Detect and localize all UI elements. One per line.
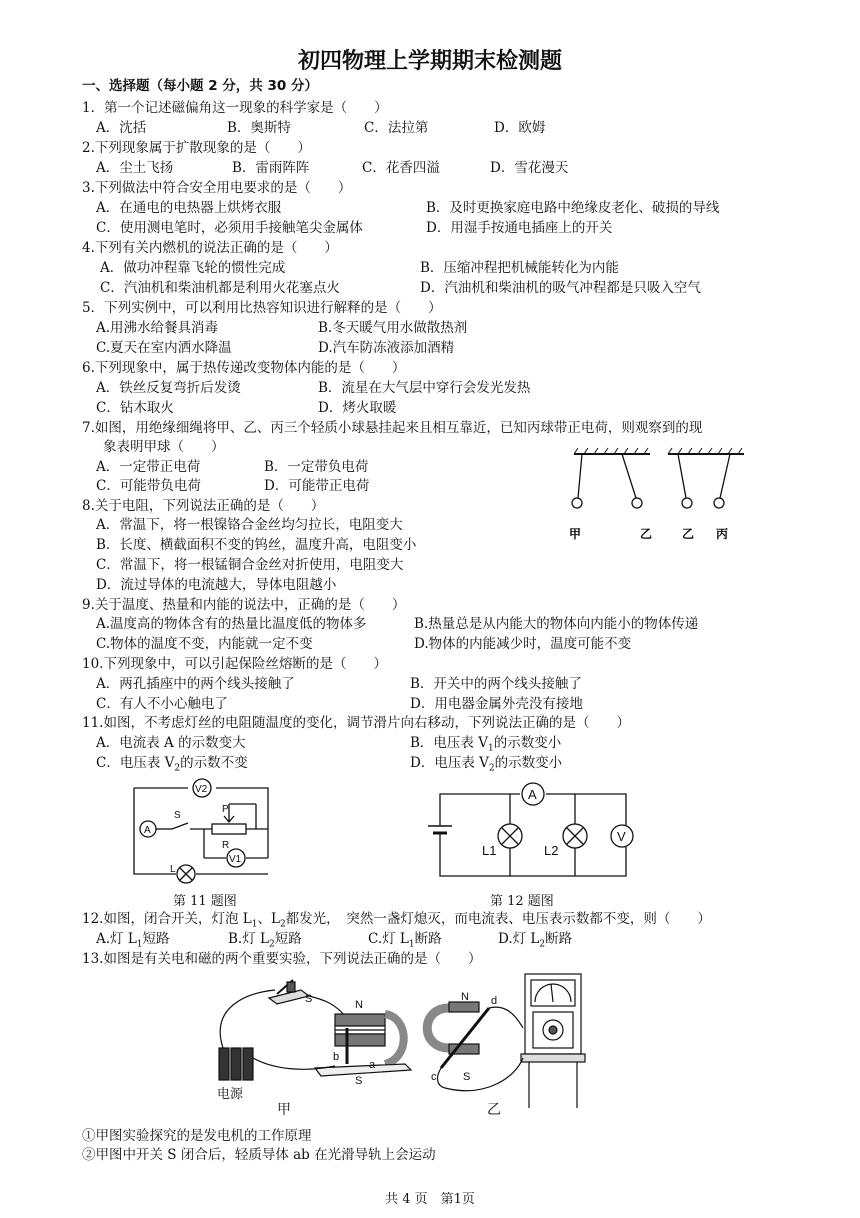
- magnet-s-label-2: S: [463, 1071, 471, 1083]
- q8-option-b: B．长度、横截面积不变的钨丝，温度升高，电阻变小: [96, 537, 417, 553]
- q2-option-d: D．雪花漫天: [490, 160, 569, 176]
- q8-option-d: D．流过导体的电流越大，导体电阻越小: [96, 577, 337, 593]
- page-footer: 共 4 页 第1页: [385, 1192, 475, 1207]
- q11-option-a: A．电流表 A 的示数变大: [96, 735, 246, 751]
- figure-11-circuit: [124, 774, 274, 886]
- statement-1: ①甲图实验探究的是发电机的工作原理: [82, 1128, 312, 1144]
- rod-c-label: c: [431, 1071, 437, 1083]
- q7-option-d: D．可能带正电荷: [264, 478, 370, 494]
- resistor-r-label: R: [222, 840, 230, 851]
- question-1-stem: 1．第一个记述磁偏角这一现象的科学家是（ ）: [82, 100, 388, 116]
- label-bing: 丙: [716, 527, 729, 541]
- ammeter-a-label: A: [144, 825, 151, 836]
- question-5-stem: 5．下列实例中，可以利用比热容知识进行解释的是（ ）: [82, 300, 442, 316]
- q1-option-d: D．欧姆: [494, 120, 546, 136]
- figure-yi-label: 乙: [487, 1101, 501, 1117]
- q7-option-c: C．可能带负电荷: [96, 478, 201, 494]
- q3-option-a: A．在通电的电热器上烘烤衣服: [96, 200, 282, 216]
- question-2-stem: 2.下列现象属于扩散现象的是（ ）: [82, 140, 311, 156]
- q3-option-c: C．使用测电笔时，必须用手接触笔尖金属体: [96, 220, 363, 236]
- magnet-n-label-2: N: [461, 991, 469, 1003]
- magnet-n-label-1: N: [355, 999, 363, 1011]
- slider-p-label: P: [222, 804, 229, 815]
- question-13-stem: 13.如图是有关电和磁的两个重要实验，下列说法正确的是（ ）: [82, 951, 482, 967]
- figure-13-experiments: [205, 968, 605, 1120]
- q12-option-d: D.灯 $L_2$断路: [498, 931, 573, 950]
- lamp-l1-label: L1: [482, 843, 497, 858]
- q1-option-a: A．沈括: [96, 120, 147, 136]
- magnet-s-label-1: S: [355, 1075, 363, 1087]
- q4-option-d: D．汽油机和柴油机的吸气冲程都是只吸入空气: [420, 280, 701, 296]
- voltmeter-v-label: V: [617, 829, 626, 844]
- q8-option-a: A．常温下，将一根镍铬合金丝均匀拉长，电阻变大: [96, 517, 403, 533]
- q2-option-c: C．花香四溢: [362, 160, 440, 176]
- q11-option-d: D．电压表 $V_2$的示数变小: [410, 755, 563, 774]
- question-4-stem: 4.下列有关内燃机的说法正确的是（ ）: [82, 240, 338, 256]
- q11-option-c: C．电压表 $V_2$的示数不变: [96, 755, 248, 774]
- figure-jia-label: 甲: [277, 1101, 291, 1117]
- q11-option-b: B．电压表 $V_1$的示数变小: [410, 735, 562, 754]
- q8-option-c: C．常温下，将一根锰铜合金丝对折使用，电阻变大: [96, 557, 404, 573]
- question-6-stem: 6.下列现象中，属于热传递改变物体内能的是（ ）: [82, 360, 406, 376]
- q1-option-c: C．法拉第: [364, 120, 429, 136]
- q9-option-c: C.物体的温度不变，内能就一定不变: [96, 636, 313, 652]
- q9-option-b: B.热量总是从内能大的物体向内能小的物体传递: [414, 616, 699, 632]
- switch-s-label-13: S: [305, 993, 313, 1005]
- q4-option-a: A．做功冲程靠飞轮的惯性完成: [100, 260, 286, 276]
- question-7-stem-cont: 象表明甲球（ ）: [103, 439, 225, 455]
- q6-option-d: D．烤火取暖: [318, 400, 397, 416]
- q6-option-b: B．流星在大气层中穿行会发光发热: [318, 380, 531, 396]
- figure-11-caption: 第 11 题图: [173, 894, 237, 909]
- question-10-stem: 10.下列现象中，可以引起保险丝熔断的是（ ）: [82, 656, 387, 672]
- figure-12-caption: 第 12 题图: [490, 894, 554, 909]
- label-jia: 甲: [569, 527, 582, 541]
- label-yi-2: 乙: [682, 527, 695, 541]
- figure-12-circuit: [420, 778, 640, 884]
- rod-b-label: b: [333, 1051, 340, 1063]
- power-source-label: 电源: [217, 1086, 244, 1101]
- question-3-stem: 3.下列做法中符合安全用电要求的是（ ）: [82, 180, 352, 196]
- page-title: 初四物理上学期期末检测题: [297, 49, 562, 74]
- question-8-stem: 8.关于电阻，下列说法正确的是（ ）: [82, 498, 325, 514]
- q7-pendulum-figure: [560, 446, 760, 546]
- label-yi-1: 乙: [640, 527, 653, 541]
- question-12-stem: 12.如图，闭合开关，灯泡 $L_1$、$L_2$都发光， 突然一盏灯熄灭，而电流表、电压表示数都不变，则（ ）: [82, 911, 711, 930]
- ammeter-a-label-12: A: [528, 787, 537, 802]
- q6-option-a: A．铁丝反复弯折后发烫: [96, 380, 241, 396]
- q2-option-b: B．雷雨阵阵: [232, 160, 310, 176]
- q4-option-c: C．汽油机和柴油机都是利用火花塞点火: [100, 280, 340, 296]
- rod-a-label: a: [369, 1059, 376, 1071]
- q10-option-a: A．两孔插座中的两个线头接触了: [96, 676, 295, 692]
- v2-meter-label: V2: [195, 784, 208, 795]
- statement-2: ②甲图中开关 S 闭合后，轻质导体 ab 在光滑导轨上会运动: [82, 1147, 436, 1163]
- q5-option-a: A.用沸水给餐具消毒: [96, 320, 219, 336]
- question-11-stem: 11.如图，不考虑灯丝的电阻随温度的变化，调节滑片向右移动，下列说法正确的是（ ）: [82, 715, 630, 731]
- q5-option-b: B.冬天暖气用水做散热剂: [318, 320, 468, 336]
- q3-option-d: D．用湿手按通电插座上的开关: [426, 220, 613, 236]
- q4-option-b: B．压缩冲程把机械能转化为内能: [420, 260, 619, 276]
- q9-option-a: A.温度高的物体含有的热量比温度低的物体多: [96, 616, 367, 632]
- q10-option-d: D．用电器金属外壳没有接地: [410, 696, 583, 712]
- q12-option-b: B.灯 $L_2$短路: [228, 931, 302, 950]
- switch-s-label: S: [174, 810, 181, 821]
- lamp-l2-label: L2: [544, 843, 559, 858]
- question-9-stem: 9.关于温度、热量和内能的说法中，正确的是（ ）: [82, 597, 406, 613]
- q5-option-d: D.汽车防冻液添加酒精: [318, 340, 455, 356]
- question-7-stem: 7.如图，用绝缘细绳将甲、乙、丙三个轻质小球悬挂起来且相互靠近，已知丙球带正电荷，则观察到的现: [82, 420, 703, 436]
- q1-option-b: B．奥斯特: [227, 120, 291, 136]
- q12-option-c: C.灯 $L_1$断路: [368, 931, 442, 950]
- q12-option-a: A.灯 $L_1$短路: [96, 931, 170, 950]
- q6-option-c: C．钻木取火: [96, 400, 174, 416]
- q2-option-a: A．尘土飞扬: [96, 160, 174, 176]
- q10-option-b: B．开关中的两个线头接触了: [410, 676, 582, 692]
- rod-d-label: d: [491, 995, 498, 1007]
- q7-option-a: A．一定带正电荷: [96, 459, 201, 475]
- lamp-l-label: L: [170, 864, 176, 875]
- q10-option-c: C．有人不小心触电了: [96, 696, 228, 712]
- q7-option-b: B．一定带负电荷: [264, 459, 369, 475]
- q9-option-d: D.物体的内能减少时，温度可能不变: [414, 636, 632, 652]
- q3-option-b: B．及时更换家庭电路中绝缘皮老化、破损的导线: [426, 200, 720, 216]
- v1-meter-label: V1: [229, 854, 242, 865]
- section-heading: 一、选择题（每小题 2 分，共 30 分）: [82, 78, 318, 94]
- q5-option-c: C.夏天在室内洒水降温: [96, 340, 232, 356]
